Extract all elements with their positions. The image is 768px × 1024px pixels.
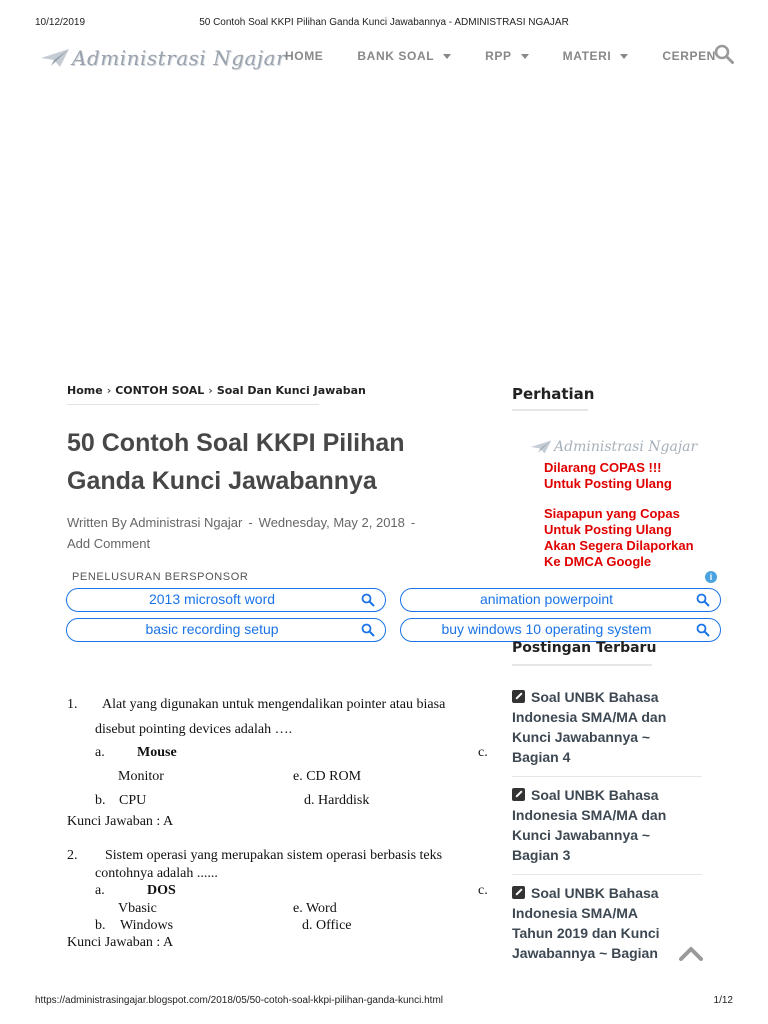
chevron-up-icon[interactable] <box>678 943 704 963</box>
print-footer <box>0 992 768 1012</box>
nav-item-bank-soal[interactable] <box>357 49 451 63</box>
print-page-number: 1/12 <box>713 995 733 1006</box>
option-letter: b. <box>95 793 106 808</box>
option-letter: a. <box>95 745 105 760</box>
breadcrumb-divider <box>67 404 319 405</box>
question-text: disebut pointing devices adalah …. <box>95 722 293 737</box>
meta-dash: - <box>410 515 416 530</box>
sponsored-search-label: buy windows 10 operating system <box>441 621 652 637</box>
nav-item-home[interactable] <box>285 49 323 63</box>
breadcrumb-separator: › <box>208 384 213 397</box>
notice-logo <box>530 434 720 460</box>
recent-post-line: Kunci Jawabannya ~ <box>512 729 651 745</box>
recent-posts-divider <box>512 664 652 666</box>
recent-post-link[interactable] <box>512 883 702 963</box>
edit-icon <box>512 886 525 899</box>
ad-info-icon[interactable]: i <box>705 571 717 583</box>
option-letter: c. <box>478 883 488 898</box>
caret-down-icon <box>521 54 529 59</box>
notice-line: Akan Segera Dilaporkan <box>544 538 694 553</box>
sponsored-search-label: 2013 microsoft word <box>148 591 276 607</box>
answer-key: Kunci Jawaban : A <box>67 814 174 829</box>
nav-label: CERPEN <box>662 49 716 63</box>
breadcrumb-contoh-soal[interactable]: CONTOH SOAL <box>115 384 205 397</box>
main-menu <box>285 49 716 63</box>
sponsored-label: PENELUSURAN BERSPONSOR <box>72 571 249 583</box>
add-comment-link[interactable]: Add Comment <box>67 536 151 551</box>
edit-icon <box>512 788 525 801</box>
recent-post-line: Tahun 2019 dan Kunci <box>512 925 660 941</box>
option-a: DOS <box>147 883 176 898</box>
caret-down-icon <box>443 54 451 59</box>
edit-icon <box>512 690 525 703</box>
sponsored-search-button[interactable] <box>66 588 386 612</box>
sponsored-search-label: basic recording setup <box>145 621 279 637</box>
recent-post-line: Jawabannya ~ Bagian <box>512 945 658 961</box>
question-text: contohnya adalah ...... <box>95 866 218 881</box>
breadcrumb-home[interactable]: Home <box>67 384 103 397</box>
recent-post-line: Bagian 3 <box>512 847 571 863</box>
sponsored-search-label: animation powerpoint <box>479 591 614 607</box>
caret-down-icon <box>620 54 628 59</box>
question-text: Sistem operasi yang merupakan sistem operasi berbasis teks <box>105 848 443 863</box>
paper-plane-icon <box>40 47 70 69</box>
nav-label: HOME <box>285 49 324 63</box>
post-date: Wednesday, May 2, 2018 <box>258 515 405 530</box>
post-author[interactable]: Written By Administrasi Ngajar <box>67 515 243 530</box>
recent-post-line: Indonesia SMA/MA dan <box>512 709 667 725</box>
option-letter: c. <box>478 745 488 760</box>
sponsored-search-button[interactable] <box>400 588 721 612</box>
sponsored-search-button[interactable] <box>66 618 386 642</box>
recent-post-line: Soal UNBK Bahasa <box>531 787 659 803</box>
search-icon <box>696 623 710 637</box>
option-e: e. Word <box>293 901 337 916</box>
option-b: Windows <box>120 918 174 933</box>
recent-post-line: Indonesia SMA/MA dan <box>512 807 667 823</box>
answer-key: Kunci Jawaban : A <box>67 935 174 950</box>
question-number: 1. <box>67 697 78 712</box>
notice-line: Siapapun yang Copas <box>544 506 680 521</box>
nav-label: MATERI <box>562 49 612 63</box>
print-date: 10/12/2019 <box>35 17 86 28</box>
navbar <box>0 34 768 84</box>
breadcrumb <box>67 384 366 397</box>
sponsored-search-button[interactable] <box>400 618 721 642</box>
recent-post-line: Soal UNBK Bahasa <box>531 885 659 901</box>
search-icon <box>696 593 710 607</box>
option-c: Monitor <box>118 769 164 784</box>
notice-line: Untuk Posting Ulang <box>544 522 672 537</box>
print-header <box>0 0 768 34</box>
notice-line: Ke DMCA Google <box>544 554 652 569</box>
print-title: 50 Contoh Soal KKPI Pilihan Ganda Kunci Jawabannya - ADMINISTRASI NGAJAR <box>199 17 569 28</box>
site-logo[interactable] <box>40 46 286 70</box>
notice-line: Dilarang COPAS !!! <box>544 460 662 475</box>
notice-logo-text: Administrasi Ngajar <box>554 439 698 455</box>
search-icon <box>361 593 375 607</box>
option-letter: a. <box>95 883 105 898</box>
breadcrumb-soal-kunci[interactable]: Soal Dan Kunci Jawaban <box>216 384 366 397</box>
paper-plane-icon <box>530 439 552 455</box>
option-d: d. Office <box>302 918 352 933</box>
option-b: CPU <box>119 793 147 808</box>
option-d: d. Harddisk <box>304 793 370 808</box>
recent-post-divider <box>512 874 702 875</box>
nav-item-cerpen[interactable] <box>662 49 716 63</box>
perhatian-heading: Perhatian <box>512 385 595 403</box>
print-url: https://administrasingajar.blogspot.com/2018/05/50-cotoh-soal-kkpi-pilihan-ganda-kunci.html <box>35 995 443 1006</box>
option-a: Mouse <box>137 745 177 760</box>
option-e: e. CD ROM <box>293 769 362 784</box>
search-icon <box>361 623 375 637</box>
logo-text: Administrasi Ngajar <box>72 46 287 70</box>
notice-line: Untuk Posting Ulang <box>544 476 672 491</box>
nav-label: RPP <box>485 49 512 63</box>
option-c: Vbasic <box>118 901 157 916</box>
breadcrumb-separator: › <box>106 384 112 397</box>
perhatian-divider <box>512 409 588 411</box>
recent-post-line: Indonesia SMA/MA <box>512 905 639 921</box>
nav-item-materi[interactable] <box>563 49 629 63</box>
recent-post-link[interactable] <box>512 687 702 767</box>
recent-post-link[interactable] <box>512 785 702 865</box>
post-meta <box>67 512 487 554</box>
recent-post-line: Soal UNBK Bahasa <box>531 689 659 705</box>
post-title: 50 Contoh Soal KKPI Pilihan Ganda Kunci Jawabannya <box>67 429 405 495</box>
search-icon[interactable] <box>714 44 734 64</box>
recent-post-divider <box>512 776 702 777</box>
meta-dash: - <box>248 515 253 530</box>
question-text: Alat yang digunakan untuk mengendalikan pointer atau biasa <box>102 697 446 712</box>
option-letter: b. <box>95 918 106 933</box>
recent-post-line: Bagian 4 <box>512 749 571 765</box>
nav-label: BANK SOAL <box>357 49 435 63</box>
recent-post-line: Kunci Jawabannya ~ <box>512 827 651 843</box>
recent-posts-heading: Postingan Terbaru <box>512 640 657 656</box>
nav-item-rpp[interactable] <box>485 49 528 63</box>
question-number: 2. <box>67 848 78 863</box>
copy-notice-banner <box>530 434 720 574</box>
